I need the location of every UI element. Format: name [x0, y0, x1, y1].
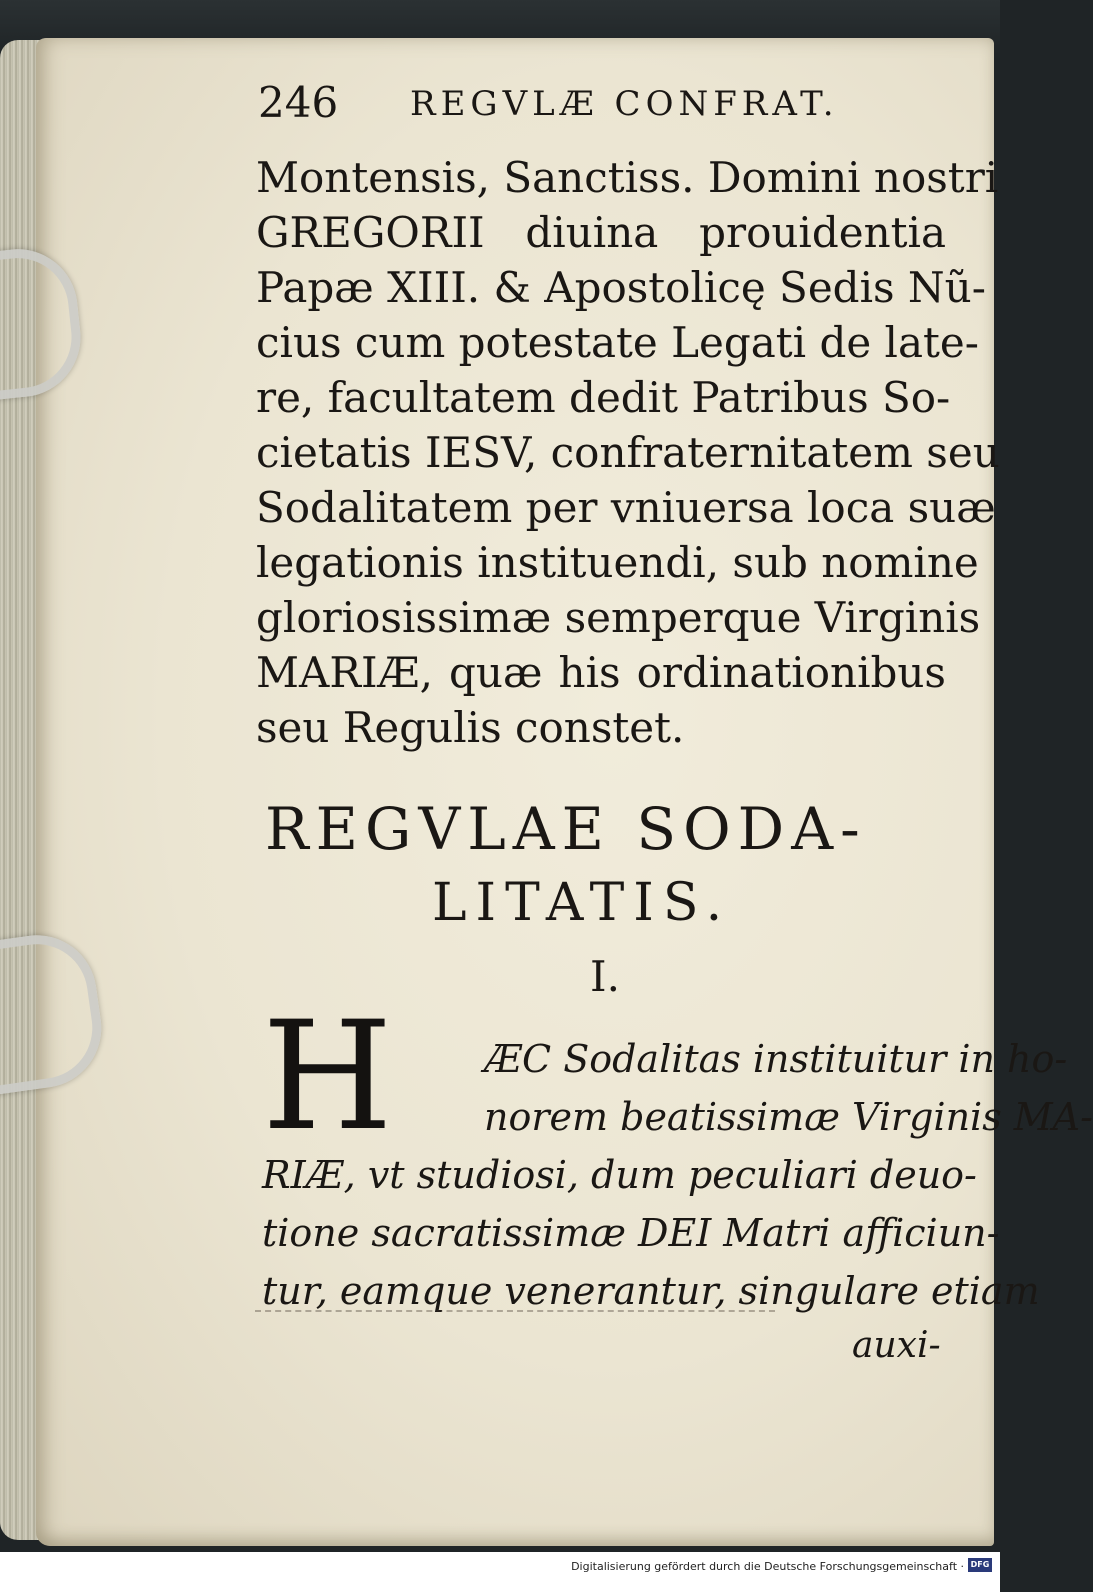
body-line: cietatis IESV, confraternitatem seu [256, 428, 1000, 477]
section-heading-continued: LITATIS. [432, 873, 732, 933]
drop-capital: H [262, 990, 393, 1164]
ink-smudge [255, 1300, 775, 1312]
body-line: seu Regulis constet. [256, 703, 685, 752]
rule-line: tione sacratissimæ DEI Matri afficiun- [262, 1211, 1000, 1255]
section-heading: REGVLAE SODA- [265, 795, 867, 863]
page-number: 246 [258, 78, 339, 127]
body-text [256, 150, 1000, 755]
body-line: legationis instituendi, sub nomine [256, 538, 979, 587]
body-line: GREGORII diuina prouidentia [256, 208, 946, 257]
body-line: Sodalitatem per vniuersa loca suæ [256, 483, 996, 532]
running-title: REGVLÆ CONFRAT. [410, 84, 839, 124]
body-line: gloriosissimæ semperque Virginis [256, 593, 981, 642]
body-line: Montensis, Sanctiss. Domini nostri [256, 153, 999, 202]
rule-line: norem beatissimæ Virginis MA- [484, 1095, 1093, 1139]
rule-line: ÆC Sodalitas instituitur in ho- [484, 1037, 1068, 1081]
body-line: Papæ XIII. & Apostolicę Sedis Nũ- [256, 263, 986, 312]
digitization-credit: Digitalisierung gefördert durch die Deutsche Forschungsgemeinschaft · [571, 1560, 964, 1573]
body-line: MARIÆ, quæ his ordinationibus [256, 648, 946, 697]
rule-line: tur, eamque venerantur, singulare etiam [262, 1269, 1040, 1313]
rule-line: RIÆ, vt studiosi, dum peculiari deuo- [262, 1153, 977, 1197]
body-line: cius cum potestate Legati de late- [256, 318, 979, 367]
rule-number: I. [590, 952, 620, 1001]
rule-text [262, 1030, 1093, 1320]
body-line: re, facultatem dedit Patribus So- [256, 373, 951, 422]
dfg-logo: DFG [968, 1558, 992, 1572]
catchword: auxi- [852, 1325, 941, 1366]
